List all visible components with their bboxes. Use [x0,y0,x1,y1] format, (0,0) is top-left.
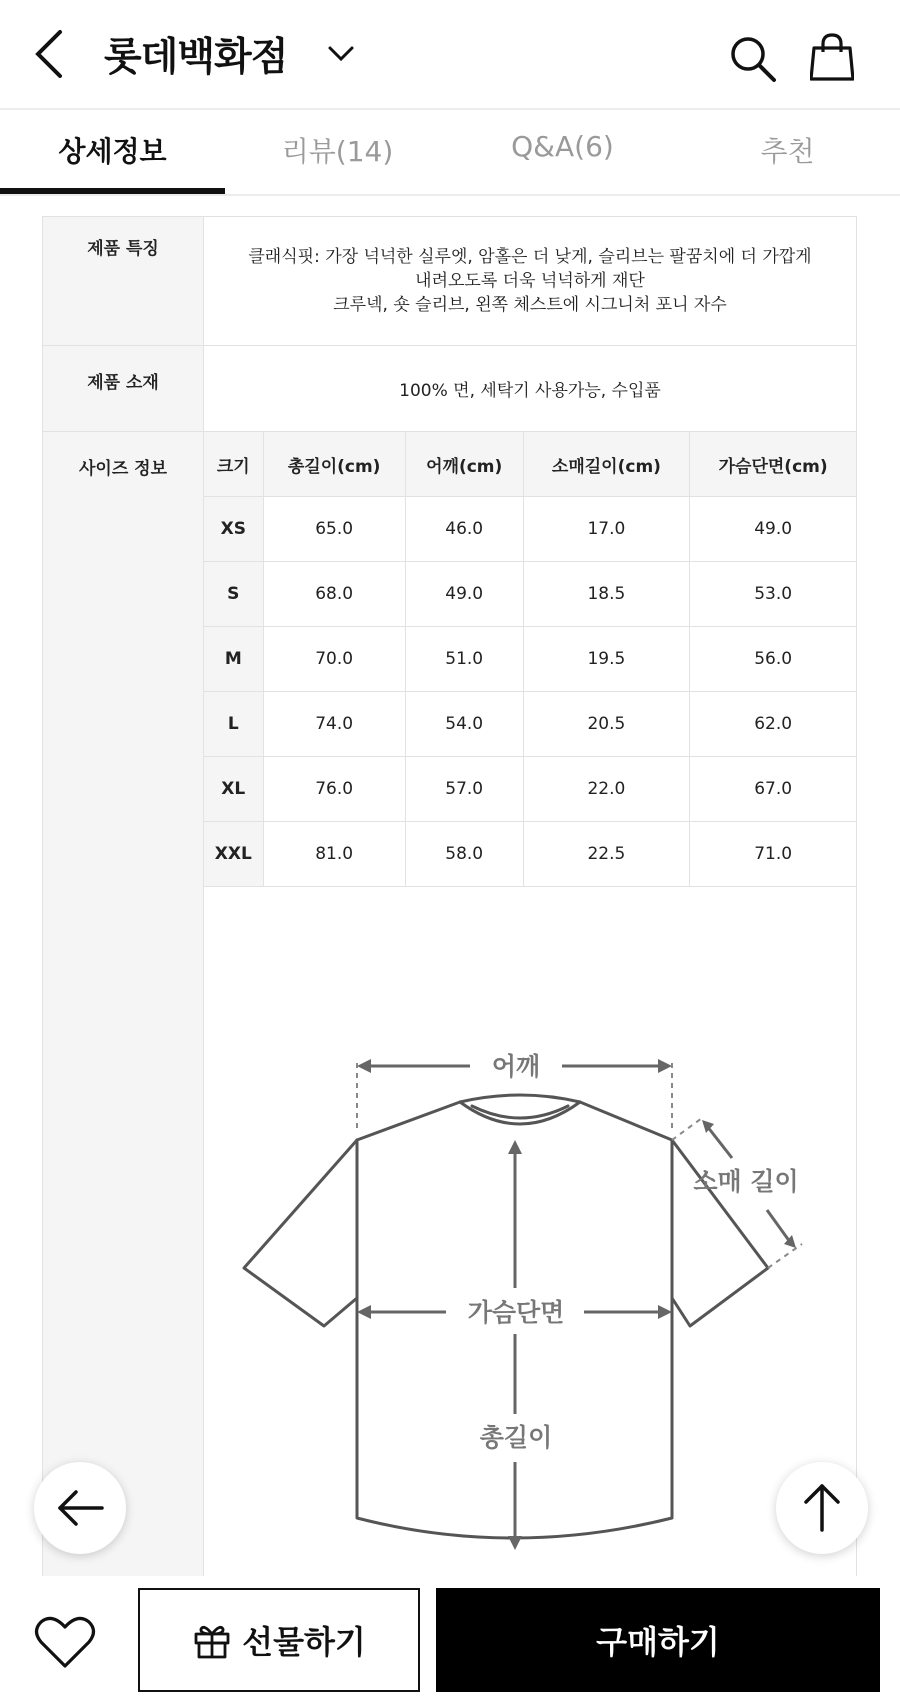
size-header: 가슴단면(cm) [690,432,857,497]
gift-button[interactable] [138,1588,420,1692]
gift-button-label: 선물하기 [242,1623,366,1661]
chest-label: 가슴단면 [467,1298,565,1327]
tshirt-size-diagram [162,828,857,1558]
gift-icon [192,1620,232,1660]
feature-line: 크루넥, 숏 슬리브, 왼쪽 체스트에 시그니처 포니 자수 [333,295,727,315]
size-name: XS [204,497,264,562]
size-value: 81.0 [263,822,405,887]
size-value: 62.0 [690,692,857,757]
arrow-up-icon [776,1462,868,1554]
app-header [0,0,900,110]
heart-icon[interactable] [34,1614,96,1670]
size-value: 51.0 [405,627,523,692]
material-text: 100% 면, 세탁기 사용가능, 수입품 [204,346,857,432]
feature-label: 제품 특징 [43,217,204,346]
size-value: 74.0 [263,692,405,757]
size-value: 18.5 [523,562,690,627]
active-tab-indicator [0,188,225,194]
feature-line: 내려오도록 더욱 넉넉하게 재단 [415,271,645,291]
arrow-left-icon [34,1462,126,1554]
feature-line: 클래식핏: 가장 넉넉한 실루엣, 암홀은 더 낮게, 슬리브는 팔꿈치에 더 가깝게 [248,247,812,267]
material-label: 제품 소재 [43,346,204,432]
buy-button[interactable]: 구매하기 [436,1588,880,1692]
size-info-label: 사이즈 정보 [43,432,204,1577]
detail-tabs [0,108,900,196]
sleeve-label: 소매 길이 [693,1167,799,1196]
size-value: 58.0 [405,822,523,887]
size-value: 70.0 [263,627,405,692]
shopping-bag-icon[interactable] [810,32,854,82]
size-value: 22.5 [523,822,690,887]
size-value: 22.0 [523,757,690,822]
shoulder-label: 어깨 [491,1052,541,1081]
size-name: XL [204,757,264,822]
size-name: XXL [204,822,264,887]
size-header: 총길이(cm) [263,432,405,497]
scroll-back-button[interactable] [34,1462,126,1554]
tab-detail[interactable]: 상세정보 [58,135,167,168]
size-value: 68.0 [263,562,405,627]
size-value: 65.0 [263,497,405,562]
length-label: 총길이 [479,1423,553,1452]
product-detail-content [42,216,857,1576]
size-value: 49.0 [690,497,857,562]
size-value: 76.0 [263,757,405,822]
size-header: 소매길이(cm) [523,432,690,497]
size-value: 49.0 [405,562,523,627]
tab-recommend[interactable]: 추천 [760,135,815,168]
chevron-down-icon[interactable] [326,42,356,64]
size-name: L [204,692,264,757]
size-value: 17.0 [523,497,690,562]
size-value: 20.5 [523,692,690,757]
size-name: M [204,627,264,692]
size-header: 어깨(cm) [405,432,523,497]
size-value: 46.0 [405,497,523,562]
size-name: S [204,562,264,627]
tab-reviews[interactable]: 리뷰(14) [281,135,394,168]
size-value: 54.0 [405,692,523,757]
size-value: 56.0 [690,627,857,692]
size-value: 53.0 [690,562,857,627]
size-header: 크기 [204,432,264,497]
size-value: 71.0 [690,822,857,887]
scroll-top-button[interactable] [776,1462,868,1554]
size-value: 19.5 [523,627,690,692]
brand-title[interactable]: 롯데백화점 [104,35,288,80]
feature-text [204,217,857,346]
size-value: 67.0 [690,757,857,822]
back-icon[interactable] [30,28,70,80]
search-icon[interactable] [728,34,778,84]
size-value: 57.0 [405,757,523,822]
tab-qna[interactable]: Q&A(6) [511,130,614,163]
